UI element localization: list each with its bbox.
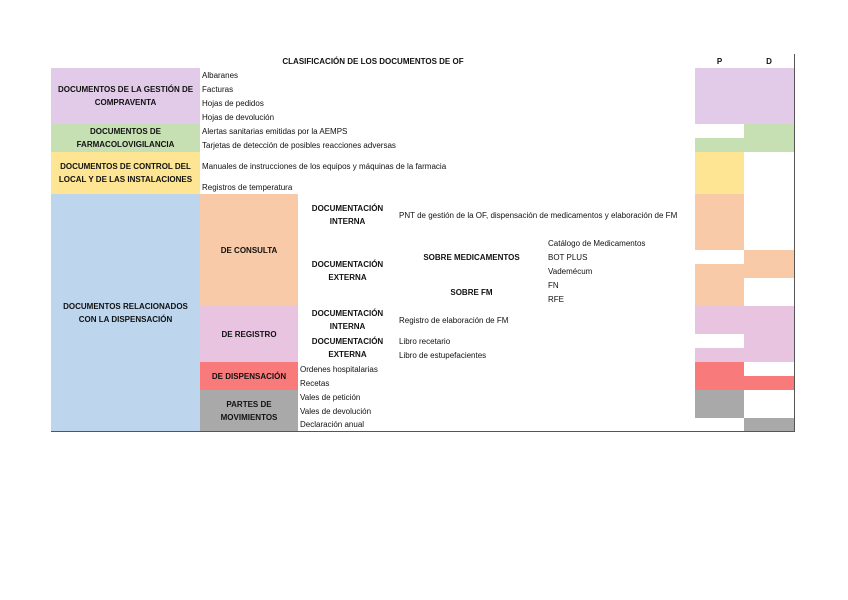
p-mark-cell [695, 110, 745, 125]
item-albaranes: Albaranes [200, 68, 696, 83]
p-mark-cell [695, 180, 745, 195]
d-mark-cell [744, 138, 795, 153]
item-declaracion: Declaración anual [298, 418, 696, 432]
item-registro-fm: Registro de elaboración de FM [397, 306, 696, 335]
subgroup-partes: PARTES DE MOVIMIENTOS [200, 390, 299, 432]
subgroup-registro: DE REGISTRO [200, 306, 299, 363]
item-ordenes: Ordenes hospitalarias [298, 362, 696, 377]
item-manuales: Manuales de instrucciones de los equipos y máquinas de la farmacia [200, 152, 696, 181]
item-hojas-pedidos: Hojas de pedidos [200, 96, 696, 111]
d-mark-cell [744, 334, 795, 349]
col-d-header: D [744, 54, 795, 69]
p-mark-cell [695, 236, 745, 251]
item-tarjetas: Tarjetas de detección de posibles reacciones adversas [200, 138, 696, 153]
type-doc-externa-consulta: DOCUMENTACIÓN EXTERNA [298, 236, 398, 307]
d-mark-cell [744, 348, 795, 363]
d-mark-cell [744, 82, 795, 97]
p-mark-cell [695, 124, 745, 139]
d-mark-cell [744, 278, 795, 293]
type-doc-externa-registro: DOCUMENTACIÓN EXTERNA [298, 334, 398, 363]
col-p-header: P [695, 54, 745, 69]
p-mark-cell [695, 362, 745, 377]
d-mark-cell [744, 362, 795, 377]
p-mark-cell [695, 404, 745, 419]
p-mark-cell [695, 376, 745, 391]
p-mark-cell [695, 250, 745, 265]
item-registros-temp: Registros de temperatura [200, 180, 696, 195]
p-mark-cell [695, 334, 745, 349]
type-sobre-medicamentos: SOBRE MEDICAMENTOS [397, 236, 547, 279]
item-rfe: RFE [546, 292, 696, 307]
item-bot-plus: BOT PLUS [546, 250, 696, 265]
item-alertas: Alertas sanitarias emitidas por la AEMPS [200, 124, 696, 139]
item-hojas-devolucion: Hojas de devolución [200, 110, 696, 125]
p-mark-cell [695, 152, 745, 181]
p-mark-cell [695, 96, 745, 111]
item-catalogo: Catálogo de Medicamentos [546, 236, 696, 251]
item-vales-peticion: Vales de petición [298, 390, 696, 405]
item-fn: FN [546, 278, 696, 293]
group-dispensacion: DOCUMENTOS RELACIONADOS CON LA DISPENSACIÓN [51, 194, 201, 432]
p-mark-cell [695, 292, 745, 307]
item-vademecum: Vademécum [546, 264, 696, 279]
item-libro-recetario: Libro recetario [397, 334, 696, 349]
p-mark-cell [695, 390, 745, 405]
p-mark-cell [695, 68, 745, 83]
d-mark-cell [744, 236, 795, 251]
d-mark-cell [744, 124, 795, 139]
type-doc-interna-registro: DOCUMENTACIÓN INTERNA [298, 306, 398, 335]
subgroup-consulta: DE CONSULTA [200, 194, 299, 307]
p-mark-cell [695, 264, 745, 279]
item-libro-estupefacientes: Libro de estupefacientes [397, 348, 696, 363]
d-mark-cell [744, 390, 795, 405]
p-mark-cell [695, 306, 745, 335]
d-mark-cell [744, 110, 795, 125]
group-farmacovigilancia: DOCUMENTOS DE FARMACOLOVIGILANCIA [51, 124, 201, 153]
item-vales-devolucion: Vales de devolución [298, 404, 696, 419]
item-facturas: Facturas [200, 82, 696, 97]
p-mark-cell [695, 194, 745, 237]
p-mark-cell [695, 278, 745, 293]
item-pnt: PNT de gestión de la OF, dispensación de medicamentos y elaboración de FM [397, 194, 696, 237]
d-mark-cell [744, 152, 795, 181]
item-recetas: Recetas [298, 376, 696, 391]
p-mark-cell [695, 82, 745, 97]
p-mark-cell [695, 138, 745, 153]
d-mark-cell [744, 194, 795, 237]
p-mark-cell [695, 418, 745, 432]
d-mark-cell [744, 180, 795, 195]
d-mark-cell [744, 404, 795, 419]
p-mark-cell [695, 348, 745, 363]
d-mark-cell [744, 96, 795, 111]
d-mark-cell [744, 306, 795, 335]
d-mark-cell [744, 264, 795, 279]
d-mark-cell [744, 418, 795, 432]
type-doc-interna-consulta: DOCUMENTACIÓN INTERNA [298, 194, 398, 237]
d-mark-cell [744, 376, 795, 391]
d-mark-cell [744, 250, 795, 265]
d-mark-cell [744, 68, 795, 83]
type-sobre-fm: SOBRE FM [397, 278, 547, 307]
title-cell: CLASIFICACIÓN DE LOS DOCUMENTOS DE OF [51, 54, 696, 69]
subgroup-dispensacion: DE DISPENSACIÓN [200, 362, 299, 391]
group-compraventa: DOCUMENTOS DE LA GESTIÓN DE COMPRAVENTA [51, 68, 201, 125]
group-control-local: DOCUMENTOS DE CONTROL DEL LOCAL Y DE LAS INSTALACIONES [51, 152, 201, 195]
d-mark-cell [744, 292, 795, 307]
